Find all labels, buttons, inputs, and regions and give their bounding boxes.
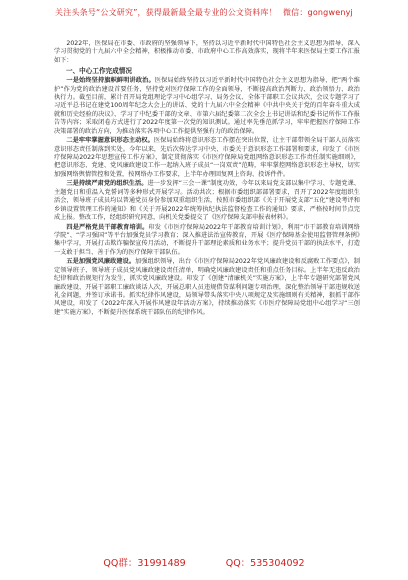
- section-heading: 一、中心工作完成情况: [66, 67, 132, 76]
- paragraph-text: 医保局始终将意识形态工作摆在突出位置，让主干部带领全局干部人员落实意识形态责任制落到实处。今年以来，先后次传达学习中央、市委关于意识形态工作部署和要求，印发了《市医疗保障局2022年思想宣传工作方案》，制定贯彻落实《市医疗保障局党组网络意识形态工作责任制实施细则》，把意识形态、党建、党风廉政建设工作一起纳入班子成员“一岗双责”范畴，牢牢掌控网络意识形态主导权，切实加强网络舆情管控和处置，按网络办工作要求，上半年办理回复网上咨询、投诉件件。: [54, 137, 360, 178]
- paragraph-text: 进一步发挥“三会一课”制度功效，今年以来局党支部以集中学习、专题党课、主题党日和重温入党誓词等多种形式开展学习。活动共次；根据市委组织部部署要求，召开了2022年度组织生活会，领导班子成员均以普通党员身份参加双重组织生活，按照市委组织部《关于开展党支部“五化”建设考评和乡镇设置管理工作的通知》和《关于开展2022年统筹执纪执法监督检查工作的通知》要求，严格按时间节点完成上报。整改工作，经组织研究同意，向机关党委提交了《医疗保障支部申报表材料》。: [54, 180, 360, 221]
- footer-qq-group: QQ群：31991489: [103, 558, 186, 569]
- paragraph-lead: 五是加强党风廉政建设。: [66, 258, 136, 266]
- banner-promo-text: 关注头条号“公文研究”，获得最新最全最专业的公文资料库！: [55, 8, 277, 17]
- paragraph-text: 医保局始终坚持以习近平新时代中国特色社会主义思想为指导，把“两个维护”作为党的政治建设首要任务，坚持党对医疗保障工作的全面领导，不断提高政治判断力、政治领悟力、政治执行力。截至目前，累计召开局党组理论学习中心组学习、局务会议、全体干部职工会议共次，会议专题学习了习近平总书记在建党100周年纪念大会上的讲话、党的十九届六中全会精神《中共中央关于党的百年奋斗重大成就和历史经验的决议》、学习了中纪委干部的文章、市第六届纪委第二次全会上书记讲话和纪委书记所作工作报告等内容；采取闭卷方式进行了2022年度第一次党的知识测试。通过率先垂范抓学习，牢牢把握医疗保障工作决策部署的政治方向，为推动落实各项中心工作提供坚强有力的政治保障。: [54, 77, 360, 135]
- paragraph-text: 加强组织领导，出台《市医疗保障局2022年党风廉政建设和反腐败工作要点》，制定领导班子、领导班子成员党风廉政建设责任清单，明确党风廉政建设责任和重点任务目标。上半年无违反政治纪律和政治规矩行为发生，抓实党风廉政建设。印发了《创建“清廉机关”实施方案》，上半年专题研究部署党风廉政建设、开展干部职工廉政谈话人次，开展总职人员违规借贷谋利问题专项治理，深化整治领导干部违规收送礼金问题，并签订承诺书。抓实纪律作风建设，局领导带头落实中央八项规定及实施细则有关精神，狠抓干部作风建设，印发了《2022年深入开展作风建设年活动方案》，持续推动落实《市医疗保障局党组中心组学习“三创建”实施方案》，不断提升医保系统干部队伍的纪律作风。: [54, 258, 360, 316]
- footer-qq: QQ：535304092: [225, 558, 305, 569]
- paragraph-lead: 三是持续严肃党的组织生活。: [66, 180, 148, 188]
- paragraph-lead: 四是严格党员干部教育培训。: [66, 223, 149, 231]
- footer-contact: [0, 555, 408, 569]
- intro-paragraph: 2022年，医保局在市委、市政府的坚强领导下，坚持以习近平新时代中国特色社会主义思想为指导，深入学习贯彻党的十九届六中全会精神，积极推动市委、市政府中心工作高效落实，现将半年来医保局主要工作汇报如下：: [54, 40, 360, 64]
- paragraph-political: [54, 77, 360, 136]
- document-body: [54, 40, 360, 540]
- banner-wechat-text: 微信：gongwenyj: [282, 8, 353, 17]
- paragraph-lead: 二是牢牢掌握意识形态主动权。: [66, 137, 154, 145]
- paragraph-organization: [54, 180, 360, 222]
- top-promo-banner: [0, 7, 408, 18]
- paragraph-ideology: [54, 137, 360, 179]
- paragraph-integrity: [54, 258, 360, 317]
- paragraph-text: 印发《市医疗保障局2022年干部教育培训计划》，利用“市干部教育培训网络学院”、“学习强国”等平台加强党员学习教育；深入推进法治宣传教育，开展《医疗保障基金使用监督管理条例》集中学习，开展打击欺诈骗保宣传月活动，不断提升干部理论素质和业务水平；提升党员干部的执法水平，打造一支敢于担当、善于作为的医疗保障干部队伍。: [54, 223, 360, 256]
- paragraph-training: [54, 224, 360, 258]
- paragraph-lead: 一是始终坚持旗帜鲜明讲政治。: [66, 77, 155, 85]
